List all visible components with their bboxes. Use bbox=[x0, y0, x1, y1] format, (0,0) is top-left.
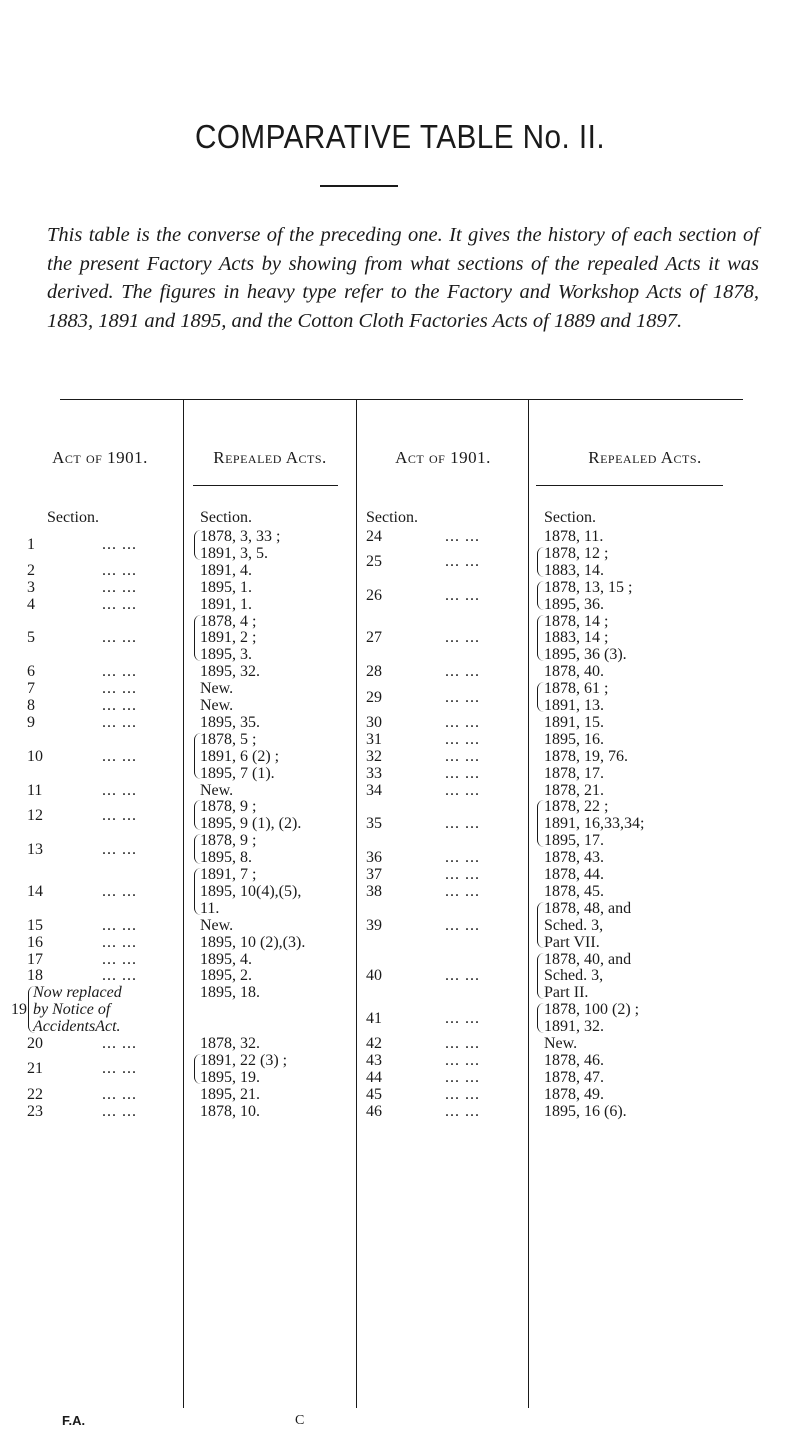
repealed-entry: 1895, 10 (2),(3). bbox=[200, 933, 306, 951]
leader-dots: ... ... bbox=[445, 730, 480, 748]
repealed-entry: 1883, 14 ; bbox=[544, 629, 609, 647]
leader-dots: ... ... bbox=[445, 1102, 480, 1120]
repealed-entry: 1878, 32. bbox=[200, 1035, 260, 1052]
repealed-entry: 1891, 3, 5. bbox=[200, 544, 268, 562]
act-section-number: 12 bbox=[27, 806, 43, 824]
act-section-number: 28 bbox=[366, 663, 382, 681]
leader-dots: ... ... bbox=[445, 1051, 480, 1069]
repealed-entry: 1891, 32. bbox=[544, 1018, 604, 1036]
repealed-entry: 1895, 2. bbox=[200, 967, 252, 985]
act-section-number: 23 bbox=[27, 1102, 43, 1120]
header-repealed-right: Repealed Acts. bbox=[588, 448, 702, 467]
leader-dots: ... ... bbox=[102, 747, 137, 765]
leader-dots: ... ... bbox=[102, 713, 137, 731]
act-section-number: 34 bbox=[366, 781, 382, 799]
act-section-number: 43 bbox=[366, 1051, 382, 1069]
act-section-number: 16 bbox=[27, 933, 43, 951]
repealed-entry: 1878, 13, 15 ; bbox=[544, 578, 633, 596]
repealed-entry: 1878, 21. bbox=[544, 781, 604, 799]
repealed-entry: New. bbox=[200, 916, 234, 934]
repealed-entry: 1895, 8. bbox=[200, 849, 252, 867]
act-section-number: 10 bbox=[27, 747, 43, 765]
repealed-entry: New. bbox=[200, 781, 234, 799]
page-title: COMPARATIVE TABLE No. II. bbox=[194, 118, 606, 155]
act-section-number: 22 bbox=[27, 1085, 43, 1103]
repealed-entry: 1878, 49. bbox=[544, 1085, 604, 1103]
repealed-entry: 1878, 47. bbox=[544, 1068, 604, 1086]
subheader-section-3: Section. bbox=[366, 509, 418, 526]
act-section-number: 37 bbox=[366, 866, 382, 883]
repealed-entry: 1895, 7 (1). bbox=[200, 764, 275, 782]
act-section-number: 17 bbox=[27, 950, 43, 968]
repealed-entry: 1878, 12 ; bbox=[544, 544, 609, 562]
repealed-entry: 1891, 6 (2) ; bbox=[200, 747, 280, 765]
act-section-number: 41 bbox=[366, 1009, 382, 1027]
act-section-number: 18 bbox=[27, 967, 43, 985]
table-top-rule bbox=[60, 399, 743, 400]
subheader-section-1: Section. bbox=[47, 509, 99, 526]
header-act-left: Act of 1901. bbox=[52, 448, 148, 467]
repealed-entry: Part VII. bbox=[544, 933, 600, 951]
repealed-entry: 1895, 17. bbox=[544, 832, 604, 850]
leader-dots: ... ... bbox=[102, 781, 137, 799]
leader-dots: ... ... bbox=[102, 578, 137, 596]
act-section-number: 44 bbox=[366, 1068, 382, 1086]
repealed-entry: 1891, 4. bbox=[200, 561, 252, 579]
act-section-number: 27 bbox=[366, 629, 382, 647]
column-divider-2 bbox=[356, 399, 357, 1408]
leader-dots: ... ... bbox=[102, 680, 137, 698]
repealed-entry: 1895, 4. bbox=[200, 950, 252, 968]
section-note: AccidentsAct. bbox=[33, 1018, 121, 1036]
repealed-entry: 1878, 10. bbox=[200, 1102, 260, 1120]
leader-dots: ... ... bbox=[102, 536, 137, 554]
repealed-entry: 1878, 11. bbox=[544, 528, 604, 545]
act-section-number: 24 bbox=[366, 528, 382, 545]
leader-dots: ... ... bbox=[445, 1035, 480, 1052]
repealed-entry: 1878, 3, 33 ; bbox=[200, 528, 281, 545]
section-note: Now replaced bbox=[33, 984, 122, 1002]
repealed-entry: 1891, 16,33,34; bbox=[544, 815, 645, 833]
leader-dots: ... ... bbox=[102, 663, 137, 681]
act-section-number: 6 bbox=[27, 663, 35, 681]
act-section-number: 26 bbox=[366, 587, 382, 605]
leader-dots: ... ... bbox=[445, 663, 480, 681]
header-repealed-left: Repealed Acts. bbox=[213, 448, 327, 467]
repealed-entry: 1883, 14. bbox=[544, 561, 604, 579]
leader-dots: ... ... bbox=[445, 815, 480, 833]
repealed-entry: 1878, 48, and bbox=[544, 899, 632, 917]
header-rule-left bbox=[193, 485, 338, 486]
leader-dots: ... ... bbox=[445, 781, 480, 799]
leader-dots: ... ... bbox=[102, 629, 137, 647]
act-section-number: 21 bbox=[27, 1060, 43, 1078]
leader-dots: ... ... bbox=[445, 849, 480, 867]
leader-dots: ... ... bbox=[445, 866, 480, 883]
act-section-number: 38 bbox=[366, 882, 382, 900]
act-section-number: 35 bbox=[366, 815, 382, 833]
repealed-entry: 1878, 45. bbox=[544, 882, 604, 900]
repealed-entry: New. bbox=[200, 680, 234, 698]
section-note: by Notice of bbox=[33, 1001, 111, 1019]
repealed-entry: 1895, 18. bbox=[200, 984, 260, 1002]
brace bbox=[537, 682, 544, 712]
repealed-entry: Sched. 3, bbox=[544, 967, 604, 985]
repealed-entry: 1895, 19. bbox=[200, 1068, 260, 1086]
repealed-entry: 1878, 9 ; bbox=[200, 798, 257, 816]
repealed-entry: 1891, 13. bbox=[544, 697, 604, 714]
subheader-section-4: Section. bbox=[544, 509, 596, 526]
repealed-entry: 1891, 7 ; bbox=[200, 866, 257, 883]
repealed-entry: 1895, 36. bbox=[544, 595, 604, 613]
repealed-entry: 1895, 3. bbox=[200, 646, 252, 664]
repealed-entry: 1895, 1. bbox=[200, 578, 252, 596]
act-section-number: 46 bbox=[366, 1102, 382, 1120]
leader-dots: ... ... bbox=[102, 840, 137, 858]
repealed-entry: 1878, 19, 76. bbox=[544, 747, 628, 765]
leader-dots: ... ... bbox=[445, 764, 480, 782]
leader-dots: ... ... bbox=[445, 747, 480, 765]
brace bbox=[537, 800, 544, 847]
repealed-entry: New. bbox=[544, 1035, 578, 1052]
act-section-number: 4 bbox=[27, 595, 35, 613]
act-section-number: 31 bbox=[366, 730, 382, 748]
act-section-number: 40 bbox=[366, 967, 382, 985]
leader-dots: ... ... bbox=[445, 882, 480, 900]
header-act-right: Act of 1901. bbox=[395, 448, 491, 467]
repealed-entry: 11. bbox=[200, 899, 220, 917]
act-section-number: 32 bbox=[366, 747, 382, 765]
repealed-entry: 1895, 35. bbox=[200, 713, 260, 731]
subheader-section-2: Section. bbox=[200, 509, 252, 526]
footer-center: C bbox=[295, 1413, 305, 1428]
act-section-number: 9 bbox=[27, 713, 35, 731]
leader-dots: ... ... bbox=[445, 629, 480, 647]
leader-dots: ... ... bbox=[102, 595, 137, 613]
repealed-entry: 1895, 16 (6). bbox=[544, 1102, 627, 1120]
act-section-number: 15 bbox=[27, 916, 43, 934]
repealed-entry: New. bbox=[200, 697, 234, 714]
leader-dots: ... ... bbox=[102, 882, 137, 900]
header-rule-right bbox=[536, 485, 723, 486]
leader-dots: ... ... bbox=[102, 916, 137, 934]
brace bbox=[28, 986, 35, 1033]
repealed-entry: 1878, 5 ; bbox=[200, 730, 257, 748]
act-section-number: 5 bbox=[27, 629, 35, 647]
repealed-entry: 1878, 9 ; bbox=[200, 832, 257, 850]
leader-dots: ... ... bbox=[102, 1102, 137, 1120]
brace bbox=[537, 902, 544, 949]
repealed-entry: 1895, 36 (3). bbox=[544, 646, 627, 664]
act-section-number: 19 bbox=[11, 1001, 27, 1019]
act-section-number: 11 bbox=[27, 781, 43, 799]
column-divider-3 bbox=[528, 399, 529, 1408]
repealed-entry: 1895, 10(4),(5), bbox=[200, 882, 302, 900]
repealed-entry: 1891, 15. bbox=[544, 713, 604, 731]
leader-dots: ... ... bbox=[445, 587, 480, 605]
act-section-number: 29 bbox=[366, 688, 382, 706]
intro-paragraph: This table is the converse of the preceding one. It gives the history of each section of the present Factory Acts by showing from what sections of the repealed Acts it was derived. The figures in heavy type refer to the Factory and Workshop Acts of 1878, 1883, 1891 and 1895, and the Cotton Cloth Factories Acts of 1889 and 1897. bbox=[47, 224, 759, 332]
act-section-number: 25 bbox=[366, 553, 382, 571]
leader-dots: ... ... bbox=[445, 528, 480, 545]
leader-dots: ... ... bbox=[102, 933, 137, 951]
repealed-entry: 1878, 44. bbox=[544, 866, 604, 883]
repealed-entry: 1878, 100 (2) ; bbox=[544, 1001, 640, 1019]
repealed-entry: 1878, 4 ; bbox=[200, 612, 257, 630]
repealed-entry: 1895, 16. bbox=[544, 730, 604, 748]
leader-dots: ... ... bbox=[102, 1035, 137, 1052]
repealed-entry: 1878, 22 ; bbox=[544, 798, 609, 816]
repealed-entry: 1895, 9 (1), (2). bbox=[200, 815, 302, 833]
repealed-entry: 1891, 22 (3) ; bbox=[200, 1051, 288, 1069]
leader-dots: ... ... bbox=[445, 713, 480, 731]
leader-dots: ... ... bbox=[445, 1009, 480, 1027]
repealed-entry: Part II. bbox=[544, 984, 589, 1002]
brace bbox=[537, 1003, 544, 1033]
leader-dots: ... ... bbox=[102, 1060, 137, 1078]
repealed-entry: 1878, 61 ; bbox=[544, 680, 609, 698]
repealed-entry: 1878, 40, and bbox=[544, 950, 632, 968]
leader-dots: ... ... bbox=[102, 950, 137, 968]
leader-dots: ... ... bbox=[445, 688, 480, 706]
leader-dots: ... ... bbox=[445, 916, 480, 934]
repealed-entry: 1891, 1. bbox=[200, 595, 252, 613]
act-section-number: 20 bbox=[27, 1035, 43, 1052]
leader-dots: ... ... bbox=[102, 561, 137, 579]
act-section-number: 42 bbox=[366, 1035, 382, 1052]
leader-dots: ... ... bbox=[445, 1085, 480, 1103]
act-section-number: 36 bbox=[366, 849, 382, 867]
repealed-entry: 1878, 43. bbox=[544, 849, 604, 867]
act-section-number: 2 bbox=[27, 561, 35, 579]
act-section-number: 8 bbox=[27, 697, 35, 714]
repealed-entry: 1891, 2 ; bbox=[200, 629, 257, 647]
repealed-entry: 1878, 14 ; bbox=[544, 612, 609, 630]
repealed-entry: 1895, 21. bbox=[200, 1085, 260, 1103]
repealed-entry: Sched. 3, bbox=[544, 916, 604, 934]
act-section-number: 7 bbox=[27, 680, 35, 698]
title-underline bbox=[320, 185, 398, 187]
act-section-number: 33 bbox=[366, 764, 382, 782]
act-section-number: 3 bbox=[27, 578, 35, 596]
brace bbox=[537, 615, 544, 662]
act-section-number: 1 bbox=[27, 536, 35, 554]
act-section-number: 13 bbox=[27, 840, 43, 858]
act-section-number: 30 bbox=[366, 713, 382, 731]
repealed-entry: 1878, 46. bbox=[544, 1051, 604, 1069]
brace bbox=[537, 953, 544, 1000]
leader-dots: ... ... bbox=[445, 967, 480, 985]
act-section-number: 39 bbox=[366, 916, 382, 934]
brace bbox=[537, 547, 544, 577]
leader-dots: ... ... bbox=[102, 1085, 137, 1103]
column-divider-1 bbox=[183, 399, 184, 1408]
leader-dots: ... ... bbox=[445, 1068, 480, 1086]
leader-dots: ... ... bbox=[102, 967, 137, 985]
leader-dots: ... ... bbox=[445, 553, 480, 571]
brace bbox=[537, 581, 544, 611]
repealed-entry: 1878, 40. bbox=[544, 663, 604, 681]
act-section-number: 45 bbox=[366, 1085, 382, 1103]
leader-dots: ... ... bbox=[102, 697, 137, 714]
act-section-number: 14 bbox=[27, 882, 43, 900]
leader-dots: ... ... bbox=[102, 806, 137, 824]
repealed-entry: 1878, 17. bbox=[544, 764, 604, 782]
repealed-entry: 1895, 32. bbox=[200, 663, 260, 681]
footer-left: F.A. bbox=[62, 1413, 86, 1428]
